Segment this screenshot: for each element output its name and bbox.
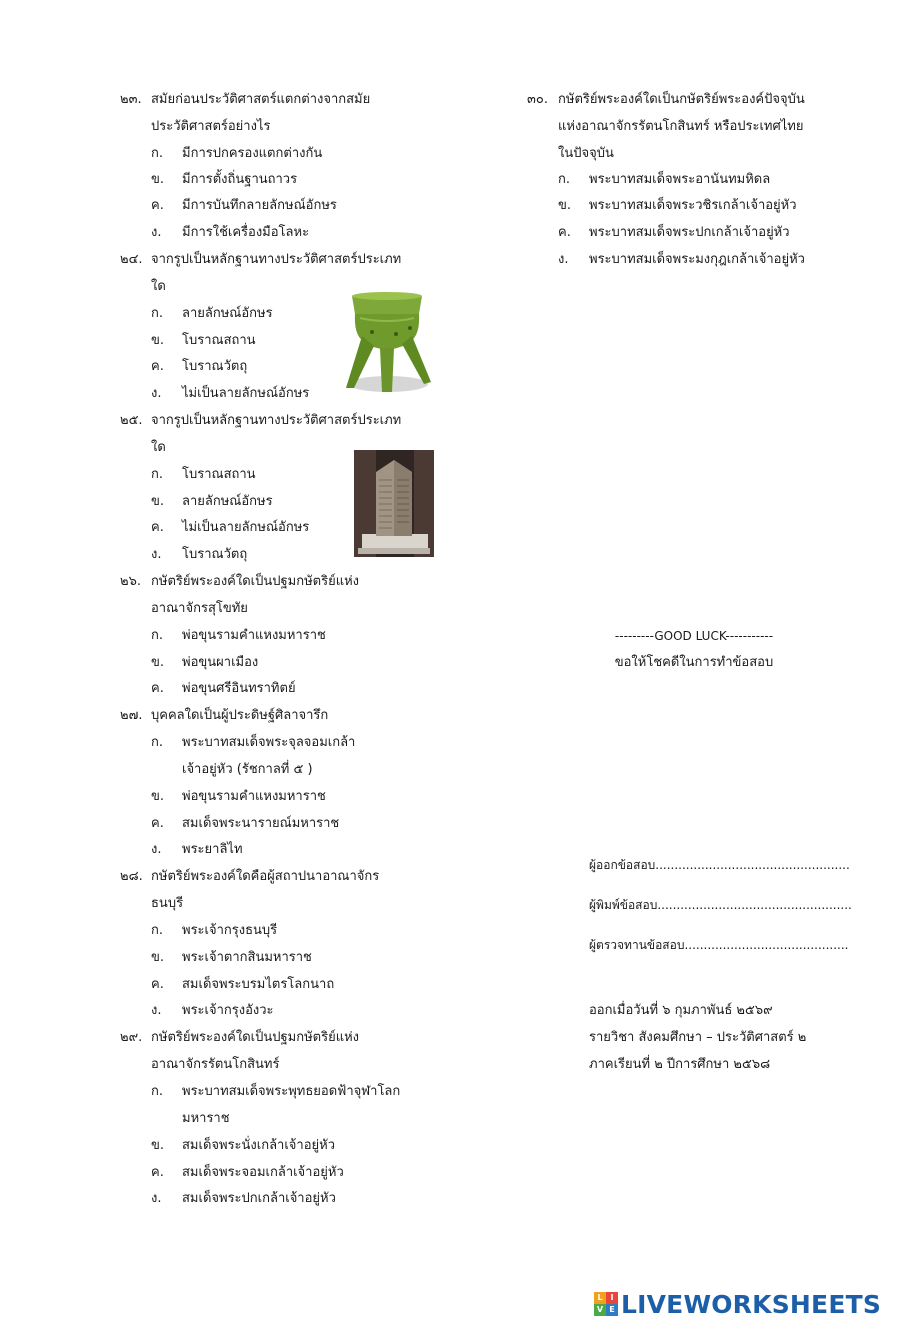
- option-text: พ่อขุนรามคำแหงมหาราช: [182, 789, 326, 804]
- option-text: มีการบันทึกลายลักษณ์อักษร: [182, 198, 337, 213]
- option-text: เจ้าอยู่หัว (รัชกาลที่ ๕ ): [182, 762, 313, 777]
- option-label: ง.: [151, 842, 162, 857]
- question-number: ๓๐.: [527, 92, 548, 107]
- option-text: มีการตั้งถิ่นฐานถาวร: [182, 172, 298, 187]
- question-text: จากรูปเป็นหลักฐานทางประวัติศาสตร์ประเภท: [151, 413, 402, 428]
- option-label: ค.: [151, 816, 164, 831]
- question-text: บุคคลใดเป็นผู้ประดิษฐ์ศิลาจารึก: [151, 708, 329, 723]
- question-text: จากรูปเป็นหลักฐานทางประวัติศาสตร์ประเภท: [151, 252, 402, 267]
- option-label: ง.: [151, 1191, 162, 1206]
- question-text: กษัตริย์พระองค์ใดคือผู้สถาปนาอาณาจักร: [151, 869, 380, 884]
- option-label: ก.: [151, 467, 164, 482]
- option-label: ข.: [151, 655, 165, 670]
- option-label: ก.: [151, 1084, 164, 1099]
- option-text: พระบาทสมเด็จพระวชิรเกล้าเจ้าอยู่หัว: [589, 198, 797, 213]
- question-text: ประวัติศาสตร์อย่างไร: [151, 119, 271, 134]
- option-label: ก.: [151, 146, 164, 161]
- option-label: ข.: [151, 950, 165, 965]
- question-number: ๒๙.: [120, 1030, 143, 1045]
- good-luck-wish: ขอให้โชคดีในการทำข้อสอบ: [614, 655, 774, 670]
- option-label: ข.: [151, 1138, 165, 1153]
- author-signature-line: ผู้ออกข้อสอบ...................................................: [589, 858, 850, 872]
- option-label: ข.: [151, 494, 165, 509]
- option-text: ไม่เป็นลายลักษณ์อักษร: [182, 386, 310, 401]
- question-text: ธนบุรี: [151, 896, 184, 911]
- option-label: ค.: [151, 520, 164, 535]
- option-text: พ่อขุนผาเมือง: [182, 655, 259, 670]
- checker-signature-line: ผู้ตรวจทานข้อสอบ...........................................: [589, 938, 849, 952]
- logo-letter: L: [594, 1292, 606, 1304]
- option-text: สมเด็จพระปกเกล้าเจ้าอยู่หัว: [182, 1191, 336, 1206]
- option-text: พระเจ้ากรุงธนบุรี: [182, 923, 278, 938]
- option-text: พระบาทสมเด็จพระอานันทมหิดล: [589, 172, 771, 187]
- option-text: มหาราช: [182, 1111, 230, 1126]
- question-text: สมัยก่อนประวัติศาสตร์แตกต่างจากสมัย: [151, 92, 371, 107]
- option-label: ค.: [151, 681, 164, 696]
- exam-term: ภาคเรียนที่ ๒ ปีการศึกษา ๒๕๖๘: [589, 1057, 771, 1072]
- question-number: ๒๖.: [120, 574, 141, 589]
- question-text: ใด: [151, 440, 166, 455]
- logo-letter: E: [606, 1304, 618, 1316]
- option-label: ข.: [151, 172, 165, 187]
- question-text: แห่งอาณาจักรรัตนโกสินทร์ หรือประเทศไทย: [558, 119, 804, 134]
- option-text: พระเจ้ากรุงอังวะ: [182, 1003, 274, 1018]
- option-text: ไม่เป็นลายลักษณ์อักษร: [182, 520, 310, 535]
- option-text: สมเด็จพระนั่งเกล้าเจ้าอยู่หัว: [182, 1138, 336, 1153]
- logo-letter: V: [594, 1304, 606, 1316]
- option-text: พระเจ้าตากสินมหาราช: [182, 950, 312, 965]
- question-number: ๒๕.: [120, 413, 143, 428]
- option-text: พระบาทสมเด็จพระพุทธยอดฟ้าจุฬาโลก: [182, 1084, 401, 1099]
- option-label: ค.: [558, 225, 571, 240]
- question-number: ๒๗.: [120, 708, 143, 723]
- option-text: พระบาทสมเด็จพระจุลจอมเกล้า: [182, 735, 356, 750]
- question-text: อาณาจักรสุโขทัย: [151, 601, 248, 616]
- question-text: กษัตริย์พระองค์ใดเป็นปฐมกษัตริย์แห่ง: [151, 1030, 360, 1045]
- option-label: ก.: [151, 628, 164, 643]
- liveworksheets-wordmark: LIVEWORKSHEETS: [621, 1289, 882, 1319]
- option-label: ง.: [151, 386, 162, 401]
- option-text: มีการปกครองแตกต่างกัน: [182, 146, 323, 161]
- option-text: พระยาลิไท: [182, 842, 243, 857]
- question-text: กษัตริย์พระองค์ใดเป็นกษัตริย์พระองค์ปัจจุบัน: [558, 92, 805, 107]
- question-number: ๒๔.: [120, 252, 143, 267]
- option-text: พระบาทสมเด็จพระมงกุฎเกล้าเจ้าอยู่หัว: [589, 252, 805, 267]
- option-label: ก.: [151, 923, 164, 938]
- option-text: สมเด็จพระนารายณ์มหาราช: [182, 816, 340, 831]
- option-label: ค.: [151, 1165, 164, 1180]
- option-text: สมเด็จพระจอมเกล้าเจ้าอยู่หัว: [182, 1165, 344, 1180]
- question-text: ในปัจจุบัน: [558, 146, 614, 161]
- option-text: ลายลักษณ์อักษร: [182, 494, 273, 509]
- option-label: ง.: [558, 252, 569, 267]
- option-text: โบราณสถาน: [182, 467, 256, 482]
- option-label: ค.: [151, 359, 164, 374]
- exam-subject: รายวิชา สังคมศึกษา – ประวัติศาสตร์ ๒: [589, 1030, 807, 1045]
- question-number: ๒๘.: [120, 869, 143, 884]
- question-text: ใด: [151, 279, 166, 294]
- option-text: พ่อขุนรามคำแหงมหาราช: [182, 628, 326, 643]
- liveworksheets-logo-icon: [594, 1292, 618, 1316]
- option-label: ก.: [558, 172, 571, 187]
- liveworksheets-logo: [594, 1288, 881, 1320]
- option-text: โบราณวัตถุ: [182, 547, 248, 562]
- option-label: ก.: [151, 735, 164, 750]
- option-label: ข.: [558, 198, 572, 213]
- option-text: โบราณวัตถุ: [182, 359, 248, 374]
- bronze-tripod-image: [336, 288, 437, 397]
- option-label: ข.: [151, 333, 165, 348]
- option-label: ง.: [151, 547, 162, 562]
- option-text: ลายลักษณ์อักษร: [182, 306, 273, 321]
- good-luck-banner: ---------GOOD LUCK-----------: [614, 629, 774, 643]
- option-text: สมเด็จพระบรมไตรโลกนาถ: [182, 977, 335, 992]
- option-label: ค.: [151, 977, 164, 992]
- option-text: โบราณสถาน: [182, 333, 256, 348]
- option-text: มีการใช้เครื่องมือโลหะ: [182, 225, 310, 240]
- stone-inscription-image: [354, 450, 434, 557]
- exam-date: ออกเมื่อวันที่ ๖ กุมภาพันธ์ ๒๕๖๙: [589, 1003, 773, 1018]
- question-text: อาณาจักรรัตนโกสินทร์: [151, 1057, 280, 1072]
- printer-signature-line: ผู้พิมพ์ข้อสอบ...................................................: [589, 898, 852, 912]
- option-label: ค.: [151, 198, 164, 213]
- question-text: กษัตริย์พระองค์ใดเป็นปฐมกษัตริย์แห่ง: [151, 574, 360, 589]
- option-label: ก.: [151, 306, 164, 321]
- option-label: ง.: [151, 1003, 162, 1018]
- option-label: ง.: [151, 225, 162, 240]
- option-text: พ่อขุนศรีอินทราทิตย์: [182, 681, 296, 696]
- option-text: พระบาทสมเด็จพระปกเกล้าเจ้าอยู่หัว: [589, 225, 790, 240]
- option-label: ข.: [151, 789, 165, 804]
- logo-letter: I: [606, 1292, 618, 1304]
- question-number: ๒๓.: [120, 92, 142, 107]
